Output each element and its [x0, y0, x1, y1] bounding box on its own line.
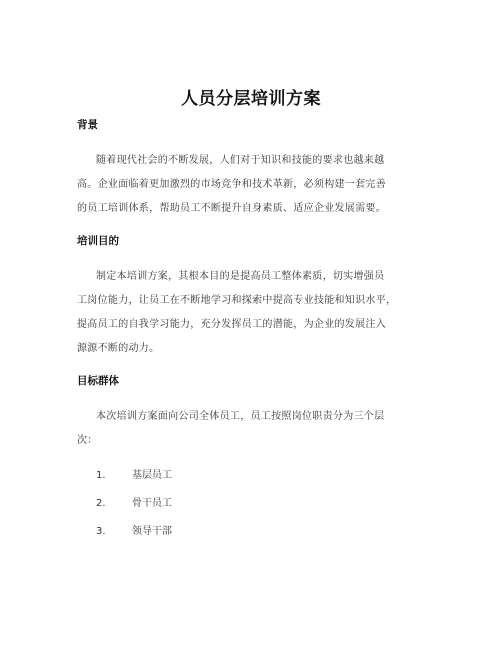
list-item: [96, 522, 172, 537]
section-heading-purpose: 培训目的: [77, 235, 119, 247]
paragraph-line: 源源不断的动力。: [77, 343, 160, 354]
list-item: [96, 494, 172, 509]
paragraph-line: 制定本培训方案，其根本目的是提高员工整体素质，切实增强员: [96, 271, 385, 282]
list-text: 基层员工: [132, 470, 172, 481]
paragraph-line: 的员工培训体系，帮助员工不断提升自身素质、适应企业发展需要。: [77, 203, 386, 214]
list-number: 2.: [96, 498, 106, 509]
paragraph-line: 高。企业面临着更加激烈的市场竞争和技术革新，必须构建一套完善: [77, 179, 386, 190]
paragraph-line: 提高员工的自我学习能力，充分发挥员工的潜能，为企业的发展注入: [77, 319, 386, 330]
section-heading-target-group: 目标群体: [77, 375, 119, 387]
list-item: [96, 466, 172, 481]
paragraph-line: 本次培训方案面向公司全体员工，员工按照岗位职责分为三个层: [96, 411, 385, 422]
list-text: 领导干部: [132, 526, 172, 537]
section-heading-background: 背景: [77, 119, 98, 131]
list-text: 骨干员工: [132, 498, 172, 509]
paragraph-line: 随着现代社会的不断发展，人们对于知识和技能的要求也越来越: [96, 155, 385, 166]
list-number: 3.: [96, 526, 106, 537]
document-title: 人员分层培训方案: [181, 89, 321, 109]
paragraph-line: 次：: [77, 435, 98, 446]
list-number: 1.: [96, 470, 106, 481]
paragraph-line: 工岗位能力，让员工在不断地学习和探索中提高专业技能和知识水平，: [77, 295, 397, 306]
